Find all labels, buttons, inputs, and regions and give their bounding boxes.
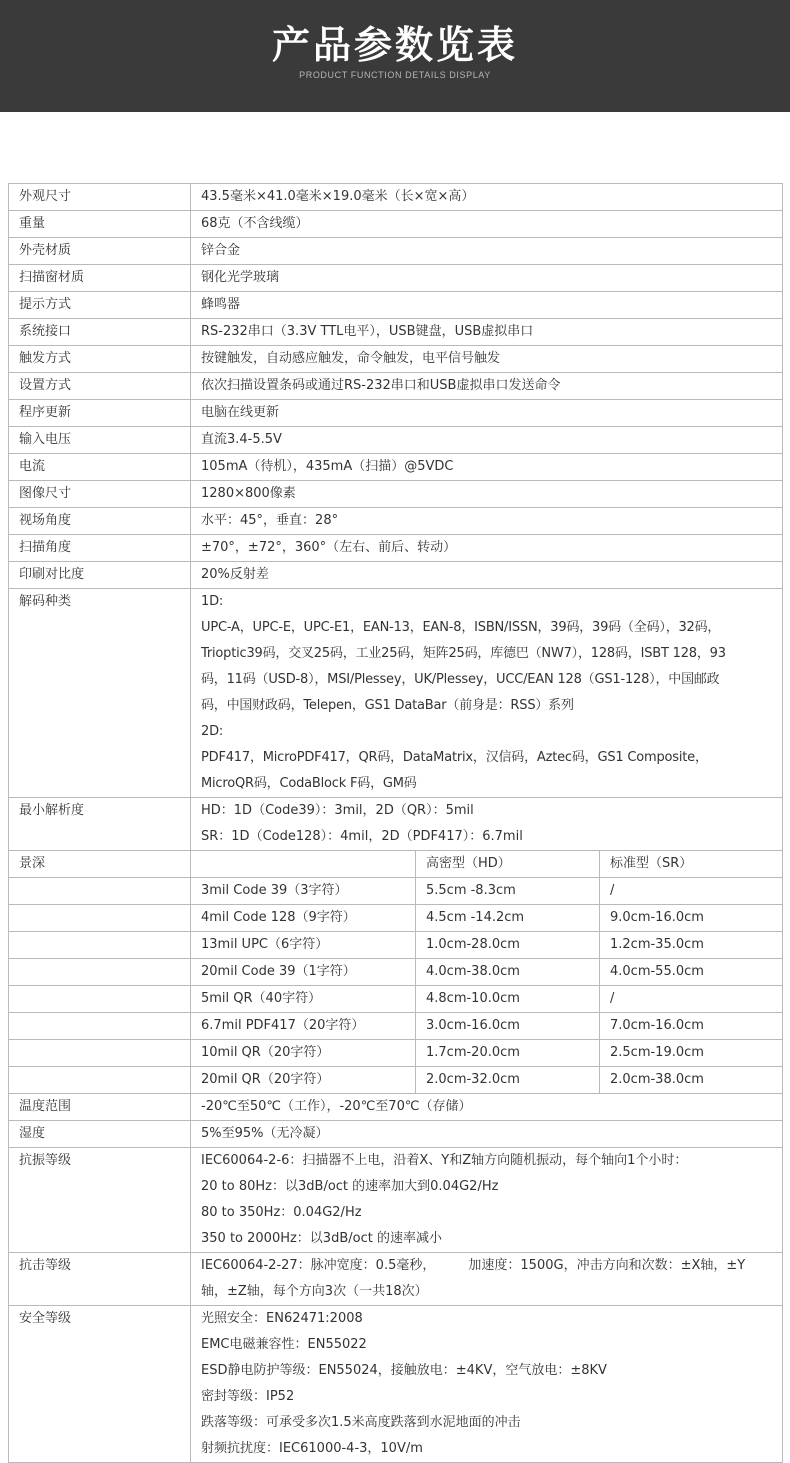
spec-table xyxy=(8,183,783,1463)
dof-code: 10mil QR（20字符） xyxy=(191,1040,416,1067)
dof-sr: / xyxy=(600,986,783,1013)
dof-blank xyxy=(9,986,191,1013)
dof-sr: 4.0cm-55.0cm xyxy=(600,959,783,986)
spec-row-weight xyxy=(9,211,783,238)
dof-blank xyxy=(9,1067,191,1094)
safety-line: 射频抗扰度：IEC61000-4-3，10V/m xyxy=(201,1441,423,1456)
spec-label: 电流 xyxy=(9,454,191,481)
spec-row-indicator xyxy=(9,292,783,319)
spec-label: 触发方式 xyxy=(9,346,191,373)
dof-code: 5mil QR（40字符） xyxy=(191,986,416,1013)
dof-hd: 1.0cm-28.0cm xyxy=(416,932,600,959)
dof-row xyxy=(9,878,783,905)
page-header xyxy=(0,0,790,112)
spec-row-contrast xyxy=(9,562,783,589)
spec-label: 抗振等级 xyxy=(9,1148,191,1253)
dof-blank xyxy=(9,959,191,986)
dof-sr: / xyxy=(600,878,783,905)
dof-code: 20mil QR（20字符） xyxy=(191,1067,416,1094)
dof-blank xyxy=(9,905,191,932)
spec-value: 电脑在线更新 xyxy=(191,400,783,427)
dof-row xyxy=(9,932,783,959)
safety-line: EMC电磁兼容性：EN55022 xyxy=(201,1337,367,1352)
spec-value: 105mA（待机），435mA（扫描）@5VDC xyxy=(191,454,783,481)
dof-row xyxy=(9,959,783,986)
spec-value: ±70°，±72°，360°（左右、前后、转动） xyxy=(191,535,783,562)
spec-row-humidity xyxy=(9,1121,783,1148)
spec-label: 抗击等级 xyxy=(9,1253,191,1306)
spec-label: 安全等级 xyxy=(9,1306,191,1463)
dof-code: 4mil Code 128（9字符） xyxy=(191,905,416,932)
dof-sr: 7.0cm-16.0cm xyxy=(600,1013,783,1040)
spec-value: 钢化光学玻璃 xyxy=(191,265,783,292)
spec-label: 重量 xyxy=(9,211,191,238)
dof-row xyxy=(9,986,783,1013)
spec-row-resolution xyxy=(9,798,783,851)
symbology-line: PDF417，MicroPDF417，QR码，DataMatrix，汉信码，Aztec码，GS1 Composite， xyxy=(201,750,708,765)
spec-row-voltage xyxy=(9,427,783,454)
spec-value-multiline xyxy=(191,798,783,851)
spec-value: 直流3.4-5.5V xyxy=(191,427,783,454)
safety-line: 光照安全：EN62471:2008 xyxy=(201,1311,363,1326)
spec-label: 输入电压 xyxy=(9,427,191,454)
dof-hd: 4.8cm-10.0cm xyxy=(416,986,600,1013)
spec-value: 依次扫描设置条码或通过RS-232串口和USB虚拟串口发送命令 xyxy=(191,373,783,400)
dof-code: 6.7mil PDF417（20字符） xyxy=(191,1013,416,1040)
spec-row-current xyxy=(9,454,783,481)
spec-row-housing xyxy=(9,238,783,265)
safety-line: 密封等级：IP52 xyxy=(201,1389,295,1404)
spec-label: 视场角度 xyxy=(9,508,191,535)
symbology-line: MicroQR码，CodaBlock F码，GM码 xyxy=(201,776,417,791)
dof-header-blank xyxy=(191,851,416,878)
spec-label: 扫描角度 xyxy=(9,535,191,562)
spec-value-multiline xyxy=(191,1306,783,1463)
spec-value-multiline xyxy=(191,1253,783,1306)
page-title: 产品参数览表 xyxy=(271,23,518,67)
spec-row-trigger xyxy=(9,346,783,373)
symbology-line: Trioptic39码，交叉25码，工业25码，矩阵25码，库德巴（NW7），128码，ISBT 128，93 xyxy=(201,646,726,661)
spec-label: 扫描窗材质 xyxy=(9,265,191,292)
dof-hd: 4.5cm -14.2cm xyxy=(416,905,600,932)
spec-label: 湿度 xyxy=(9,1121,191,1148)
resolution-line: HD：1D（Code39）：3mil，2D（QR）：5mil xyxy=(201,803,474,818)
dof-row xyxy=(9,1013,783,1040)
vibration-line: 80 to 350Hz：0.04G2/Hz xyxy=(201,1205,362,1220)
spec-value: 68克（不含线缆） xyxy=(191,211,783,238)
spec-row-window xyxy=(9,265,783,292)
dof-row xyxy=(9,905,783,932)
spec-value: RS-232串口（3.3V TTL电平），USB键盘，USB虚拟串口 xyxy=(191,319,783,346)
spec-value: 蜂鸣器 xyxy=(191,292,783,319)
spec-label: 程序更新 xyxy=(9,400,191,427)
spec-label: 景深 xyxy=(9,851,191,878)
spec-row-symbology xyxy=(9,589,783,798)
spec-label: 图像尺寸 xyxy=(9,481,191,508)
spec-value: -20℃至50℃（工作），-20℃至70℃（存储） xyxy=(191,1094,783,1121)
spec-label: 外观尺寸 xyxy=(9,184,191,211)
spec-row-update xyxy=(9,400,783,427)
spec-value: 5%至95%（无冷凝） xyxy=(191,1121,783,1148)
symbology-line: 码，中国财政码，Telepen，GS1 DataBar（前身是：RSS）系列 xyxy=(201,698,574,713)
spec-label: 解码种类 xyxy=(9,589,191,798)
symbology-line: 2D: xyxy=(201,724,224,739)
spec-value: 20%反射差 xyxy=(191,562,783,589)
shock-line: 轴，±Z轴，每个方向3次（一共18次） xyxy=(201,1284,428,1299)
dof-hd: 2.0cm-32.0cm xyxy=(416,1067,600,1094)
dof-blank xyxy=(9,1013,191,1040)
dof-hd: 1.7cm-20.0cm xyxy=(416,1040,600,1067)
spec-label: 外壳材质 xyxy=(9,238,191,265)
spec-value: 水平：45°，垂直：28° xyxy=(191,508,783,535)
symbology-line: 1D: xyxy=(201,594,224,609)
dof-header-row xyxy=(9,851,783,878)
spec-row-setup xyxy=(9,373,783,400)
resolution-line: SR：1D（Code128）：4mil，2D（PDF417）：6.7mil xyxy=(201,829,523,844)
page-subtitle: PRODUCT FUNCTION DETAILS DISPLAY xyxy=(299,70,491,80)
dof-sr: 1.2cm-35.0cm xyxy=(600,932,783,959)
spec-row-fov xyxy=(9,508,783,535)
spec-row-vibration xyxy=(9,1148,783,1253)
dof-code: 3mil Code 39（3字符） xyxy=(191,878,416,905)
symbology-line: UPC-A，UPC-E，UPC-E1，EAN-13，EAN-8，ISBN/ISSN，39码，39码（全码），32码， xyxy=(201,620,721,635)
dof-code: 20mil Code 39（1字符） xyxy=(191,959,416,986)
spec-row-temperature xyxy=(9,1094,783,1121)
spec-label: 系统接口 xyxy=(9,319,191,346)
dof-row xyxy=(9,1067,783,1094)
vibration-line: IEC60064-2-6：扫描器不上电，沿着X、Y和Z轴方向随机振动，每个轴向1个小时： xyxy=(201,1153,688,1168)
dof-row xyxy=(9,1040,783,1067)
spec-value: 锌合金 xyxy=(191,238,783,265)
spec-row-image xyxy=(9,481,783,508)
dof-sr: 2.5cm-19.0cm xyxy=(600,1040,783,1067)
dof-blank xyxy=(9,878,191,905)
dof-hd: 5.5cm -8.3cm xyxy=(416,878,600,905)
dof-sr: 9.0cm-16.0cm xyxy=(600,905,783,932)
spec-row-size xyxy=(9,184,783,211)
dof-blank xyxy=(9,932,191,959)
spec-label: 温度范围 xyxy=(9,1094,191,1121)
spec-row-interface xyxy=(9,319,783,346)
spec-label: 最小解析度 xyxy=(9,798,191,851)
dof-header-sr: 标准型（SR） xyxy=(600,851,783,878)
spec-row-safety xyxy=(9,1306,783,1463)
vibration-line: 350 to 2000Hz：以3dB/oct 的速率减小 xyxy=(201,1231,442,1246)
spec-value-multiline xyxy=(191,1148,783,1253)
dof-header-hd: 高密型（HD） xyxy=(416,851,600,878)
dof-blank xyxy=(9,1040,191,1067)
spec-value-multiline xyxy=(191,589,783,798)
symbology-line: 码，11码（USD-8），MSI/Plessey，UK/Plessey，UCC/EAN 128（GS1-128），中国邮政 xyxy=(201,672,720,687)
spec-value: 按键触发，自动感应触发，命令触发，电平信号触发 xyxy=(191,346,783,373)
spec-label: 设置方式 xyxy=(9,373,191,400)
spec-row-shock xyxy=(9,1253,783,1306)
spec-row-angle xyxy=(9,535,783,562)
vibration-line: 20 to 80Hz：以3dB/oct 的速率加大到0.04G2/Hz xyxy=(201,1179,499,1194)
dof-hd: 4.0cm-38.0cm xyxy=(416,959,600,986)
dof-sr: 2.0cm-38.0cm xyxy=(600,1067,783,1094)
spec-label: 印刷对比度 xyxy=(9,562,191,589)
safety-line: ESD静电防护等级：EN55024，接触放电：±4KV，空气放电：±8KV xyxy=(201,1363,607,1378)
dof-code: 13mil UPC（6字符） xyxy=(191,932,416,959)
dof-hd: 3.0cm-16.0cm xyxy=(416,1013,600,1040)
shock-line: IEC60064-2-27：脉冲宽度：0.5毫秒， 加速度：1500G，冲击方向和次数：±X轴，±Y xyxy=(201,1258,746,1273)
safety-line: 跌落等级：可承受多次1.5米高度跌落到水泥地面的冲击 xyxy=(201,1415,521,1430)
spec-value: 1280×800像素 xyxy=(191,481,783,508)
spec-value: 43.5毫米×41.0毫米×19.0毫米（长×宽×高） xyxy=(191,184,783,211)
spec-label: 提示方式 xyxy=(9,292,191,319)
